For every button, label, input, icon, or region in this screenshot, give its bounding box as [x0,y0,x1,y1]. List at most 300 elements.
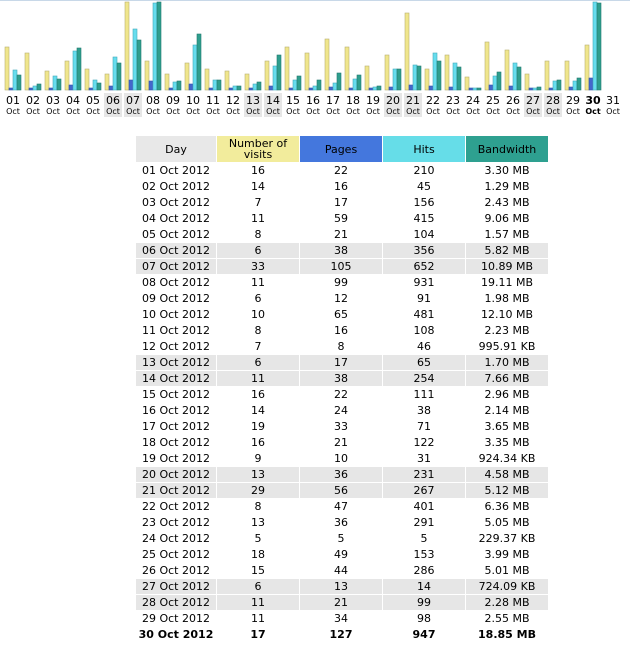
x-tick-month: Oct [106,107,120,116]
cell-bandwidth: 2.14 MB [466,403,549,419]
x-tick-month: Oct [366,107,380,116]
bar-visits [585,45,589,90]
cell-visits: 7 [217,195,300,211]
bar-pages [369,88,373,90]
cell-day: 15 Oct 2012 [136,387,217,403]
cell-pages: 59 [300,211,383,227]
x-tick-month: Oct [286,107,300,116]
x-tick-day: 23 [446,94,460,107]
cell-pages: 38 [300,243,383,259]
bar-hits [413,65,417,90]
table-row [136,243,549,259]
cell-hits: 122 [383,435,466,451]
x-tick-month: Oct [446,107,460,116]
cell-bandwidth: 2.55 MB [466,611,549,627]
x-tick-month: Oct [326,107,340,116]
cell-pages: 8 [300,339,383,355]
cell-day: 09 Oct 2012 [136,291,217,307]
bar-hits [93,80,97,90]
x-tick-day: 06 [106,94,120,107]
cell-visits: 13 [217,515,300,531]
table-row [136,275,549,291]
header-day: Day [136,136,217,163]
cell-pages: 22 [300,387,383,403]
bar-pages [9,88,13,90]
cell-pages: 16 [300,323,383,339]
bar-pages [429,86,433,90]
bar-bandwidth [537,87,541,90]
cell-hits: 210 [383,163,466,179]
cell-visits: 6 [217,579,300,595]
cell-bandwidth: 1.70 MB [466,355,549,371]
cell-visits: 11 [217,211,300,227]
cell-day: 04 Oct 2012 [136,211,217,227]
cell-hits: 153 [383,547,466,563]
bar-hits [273,66,277,90]
cell-pages: 34 [300,611,383,627]
cell-hits: 267 [383,483,466,499]
cell-visits: 7 [217,339,300,355]
bar-pages [389,87,393,90]
header-pages: Pages [300,136,383,163]
cell-visits: 29 [217,483,300,499]
bar-bandwidth [457,67,461,90]
cell-pages: 21 [300,595,383,611]
cell-bandwidth: 724.09 KB [466,579,549,595]
x-tick-day: 15 [286,94,300,107]
table-row [136,339,549,355]
bar-bandwidth [157,2,161,90]
bar-visits [425,69,429,90]
cell-bandwidth: 7.66 MB [466,371,549,387]
bar-visits [45,71,49,90]
table-row [136,403,549,419]
bar-hits [373,87,377,90]
cell-hits: 652 [383,259,466,275]
bar-bandwidth [597,3,601,90]
cell-day: 06 Oct 2012 [136,243,217,259]
cell-visits: 8 [217,323,300,339]
bar-visits [25,53,29,90]
cell-visits: 33 [217,259,300,275]
bar-visits [145,61,149,90]
bar-hits [473,88,477,90]
bar-visits [545,61,549,90]
bar-pages [189,84,193,90]
table-row [136,259,549,275]
bar-pages [349,88,353,90]
bar-pages [589,78,593,90]
cell-day: 21 Oct 2012 [136,483,217,499]
x-tick-day: 26 [506,94,520,107]
x-tick-day: 16 [306,94,320,107]
cell-visits: 9 [217,451,300,467]
cell-visits: 6 [217,243,300,259]
bar-hits [353,79,357,90]
cell-hits: 401 [383,499,466,515]
bar-pages [269,86,273,90]
x-tick-month: Oct [306,107,320,116]
cell-day: 26 Oct 2012 [136,563,217,579]
cell-visits: 17 [217,627,300,643]
table-row [136,211,549,227]
table-row [136,195,549,211]
cell-day: 22 Oct 2012 [136,499,217,515]
cell-bandwidth: 9.06 MB [466,211,549,227]
table-row [136,627,549,643]
cell-hits: 291 [383,515,466,531]
cell-visits: 16 [217,387,300,403]
bar-pages [49,88,53,90]
x-tick-day: 22 [426,94,440,107]
cell-bandwidth: 995.91 KB [466,339,549,355]
bar-bandwidth [37,84,41,90]
cell-bandwidth: 5.12 MB [466,483,549,499]
cell-pages: 22 [300,163,383,179]
cell-pages: 17 [300,355,383,371]
bar-hits [453,63,457,90]
cell-bandwidth: 10.89 MB [466,259,549,275]
x-tick-day: 13 [246,94,260,107]
table-row [136,307,549,323]
table-row [136,483,549,499]
cell-day: 11 Oct 2012 [136,323,217,339]
bar-visits [205,69,209,90]
cell-bandwidth: 2.28 MB [466,595,549,611]
bar-hits [333,83,337,90]
table-row [136,179,549,195]
x-tick-day: 08 [146,94,160,107]
bar-bandwidth [117,63,121,90]
bar-visits [565,61,569,90]
cell-pages: 33 [300,419,383,435]
bar-hits [213,80,217,90]
x-tick-month: Oct [46,107,60,116]
cell-day: 02 Oct 2012 [136,179,217,195]
table-row [136,451,549,467]
bar-visits [5,47,9,90]
table-row [136,419,549,435]
table-row [136,323,549,339]
cell-hits: 14 [383,579,466,595]
cell-visits: 16 [217,163,300,179]
cell-hits: 231 [383,467,466,483]
cell-day: 10 Oct 2012 [136,307,217,323]
x-tick-day: 19 [366,94,380,107]
bar-visits [85,69,89,90]
x-tick-day: 20 [386,94,400,107]
bar-bandwidth [497,72,501,90]
table-row [136,227,549,243]
cell-pages: 21 [300,435,383,451]
x-tick-month: Oct [486,107,500,116]
bar-bandwidth [577,78,581,90]
table-row [136,291,549,307]
cell-bandwidth: 924.34 KB [466,451,549,467]
x-tick-month: Oct [226,107,240,116]
bar-bandwidth [377,86,381,90]
cell-pages: 17 [300,195,383,211]
x-tick-day: 21 [406,94,420,107]
cell-pages: 127 [300,627,383,643]
bar-bandwidth [517,67,521,90]
table-row [136,515,549,531]
bar-hits [293,80,297,90]
cell-visits: 13 [217,467,300,483]
cell-pages: 38 [300,371,383,387]
cell-visits: 15 [217,563,300,579]
x-tick-day: 04 [66,94,80,107]
bar-bandwidth [77,48,81,90]
x-tick-month: Oct [346,107,360,116]
cell-hits: 947 [383,627,466,643]
bar-bandwidth [217,80,221,90]
header-visits: Number of visits [217,136,300,163]
bar-bandwidth [337,73,341,90]
x-tick-month: Oct [66,107,80,116]
bar-pages [209,88,213,90]
x-tick-day: 11 [206,94,220,107]
bar-visits [125,2,129,90]
bar-pages [569,87,573,90]
bar-hits [253,84,257,90]
bar-pages [489,85,493,90]
bar-visits [285,47,289,90]
table-row [136,499,549,515]
bar-hits [593,2,597,90]
cell-pages: 10 [300,451,383,467]
cell-hits: 31 [383,451,466,467]
cell-bandwidth: 12.10 MB [466,307,549,323]
x-tick-day: 07 [126,94,140,107]
bar-visits [305,53,309,90]
bar-pages [149,81,153,90]
cell-visits: 14 [217,403,300,419]
bar-visits [265,61,269,90]
x-tick-day: 14 [266,94,280,107]
table-row [136,547,549,563]
x-tick-month: Oct [166,107,180,116]
x-tick-month: Oct [386,107,400,116]
cell-day: 30 Oct 2012 [136,627,217,643]
cell-pages: 5 [300,531,383,547]
bar-pages [309,88,313,90]
cell-day: 12 Oct 2012 [136,339,217,355]
cell-hits: 111 [383,387,466,403]
cell-day: 28 Oct 2012 [136,595,217,611]
bar-pages [329,87,333,90]
cell-pages: 105 [300,259,383,275]
bar-visits [245,74,249,90]
cell-visits: 16 [217,435,300,451]
table-row [136,595,549,611]
cell-hits: 481 [383,307,466,323]
cell-bandwidth: 5.82 MB [466,243,549,259]
cell-pages: 47 [300,499,383,515]
bar-hits [513,63,517,90]
cell-pages: 36 [300,467,383,483]
cell-day: 13 Oct 2012 [136,355,217,371]
cell-hits: 98 [383,611,466,627]
cell-day: 03 Oct 2012 [136,195,217,211]
cell-bandwidth: 5.01 MB [466,563,549,579]
cell-bandwidth: 2.96 MB [466,387,549,403]
bar-visits [345,47,349,90]
cell-bandwidth: 6.36 MB [466,499,549,515]
bar-bandwidth [277,55,281,90]
cell-bandwidth: 229.37 KB [466,531,549,547]
cell-bandwidth: 18.85 MB [466,627,549,643]
bar-bandwidth [397,69,401,90]
bar-bandwidth [237,86,241,90]
bar-hits [313,86,317,90]
bar-visits [65,61,69,90]
bar-bandwidth [257,82,261,90]
cell-pages: 99 [300,275,383,291]
x-tick-day: 01 [6,94,20,107]
cell-pages: 49 [300,547,383,563]
cell-bandwidth: 5.05 MB [466,515,549,531]
cell-visits: 11 [217,275,300,291]
x-tick-day: 09 [166,94,180,107]
x-tick-day: 30 [585,94,601,107]
bar-hits [133,29,137,90]
bar-pages [469,88,473,90]
x-tick-day: 05 [86,94,100,107]
table-row [136,435,549,451]
bar-hits [73,51,77,90]
cell-visits: 10 [217,307,300,323]
x-tick-month: Oct [86,107,100,116]
table-row [136,371,549,387]
cell-bandwidth: 2.43 MB [466,195,549,211]
bar-visits [505,50,509,90]
cell-hits: 38 [383,403,466,419]
x-tick-day: 25 [486,94,500,107]
cell-day: 27 Oct 2012 [136,579,217,595]
cell-bandwidth: 1.98 MB [466,291,549,307]
cell-visits: 11 [217,611,300,627]
x-tick-day: 10 [186,94,200,107]
bar-pages [169,88,173,90]
header-hits: Hits [383,136,466,163]
bar-bandwidth [197,34,201,90]
bar-hits [233,86,237,90]
bar-bandwidth [137,40,141,90]
cell-bandwidth: 3.30 MB [466,163,549,179]
bar-hits [433,53,437,90]
x-tick-month: Oct [506,107,520,116]
header-bandwidth: Bandwidth [466,136,549,163]
bar-hits [553,81,557,90]
x-tick-day: 24 [466,94,480,107]
bar-visits [485,42,489,90]
cell-day: 17 Oct 2012 [136,419,217,435]
bar-pages [69,85,73,90]
table-header-row [136,136,549,163]
x-tick-day: 02 [26,94,40,107]
cell-hits: 65 [383,355,466,371]
cell-pages: 12 [300,291,383,307]
cell-day: 08 Oct 2012 [136,275,217,291]
cell-hits: 91 [383,291,466,307]
bar-bandwidth [57,79,61,90]
cell-day: 19 Oct 2012 [136,451,217,467]
cell-visits: 6 [217,291,300,307]
table-row [136,531,549,547]
bar-bandwidth [357,75,361,90]
bar-bandwidth [17,75,21,90]
cell-day: 23 Oct 2012 [136,515,217,531]
bar-pages [29,88,33,90]
x-tick-day: 12 [226,94,240,107]
bar-hits [13,70,17,90]
cell-hits: 104 [383,227,466,243]
x-tick-month: Oct [6,107,20,116]
x-tick-month: Oct [206,107,220,116]
x-tick-month: Oct [546,107,560,116]
x-tick-day: 18 [346,94,360,107]
cell-bandwidth: 1.29 MB [466,179,549,195]
bar-hits [113,57,117,90]
bar-bandwidth [477,88,481,90]
bar-visits [385,55,389,90]
bar-pages [409,85,413,90]
cell-bandwidth: 3.35 MB [466,435,549,451]
bar-pages [229,88,233,90]
x-tick-month: Oct [246,107,260,116]
x-tick-month: Oct [606,107,620,116]
bar-visits [165,74,169,90]
x-tick-month: Oct [146,107,160,116]
cell-bandwidth: 19.11 MB [466,275,549,291]
bar-pages [89,88,93,90]
x-tick-month: Oct [466,107,480,116]
x-tick-month: Oct [585,107,601,116]
cell-day: 14 Oct 2012 [136,371,217,387]
cell-pages: 21 [300,227,383,243]
bar-hits [533,88,537,90]
cell-visits: 11 [217,595,300,611]
bar-hits [153,3,157,90]
cell-day: 25 Oct 2012 [136,547,217,563]
x-tick-day: 27 [526,94,540,107]
x-tick-month: Oct [26,107,40,116]
bar-visits [445,55,449,90]
cell-day: 07 Oct 2012 [136,259,217,275]
cell-visits: 11 [217,371,300,387]
table-row [136,163,549,179]
cell-visits: 19 [217,419,300,435]
table-row [136,467,549,483]
cell-pages: 65 [300,307,383,323]
x-tick-month: Oct [126,107,140,116]
x-tick-day: 28 [546,94,560,107]
bar-visits [405,13,409,90]
bar-pages [529,88,533,90]
bar-hits [393,69,397,90]
x-tick-month: Oct [406,107,420,116]
bar-pages [289,88,293,90]
daily-bar-chart [0,0,630,120]
bar-bandwidth [177,81,181,90]
bar-visits [325,39,329,90]
cell-day: 20 Oct 2012 [136,467,217,483]
cell-visits: 6 [217,355,300,371]
x-tick-month: Oct [426,107,440,116]
bar-visits [365,66,369,90]
cell-bandwidth: 3.65 MB [466,419,549,435]
